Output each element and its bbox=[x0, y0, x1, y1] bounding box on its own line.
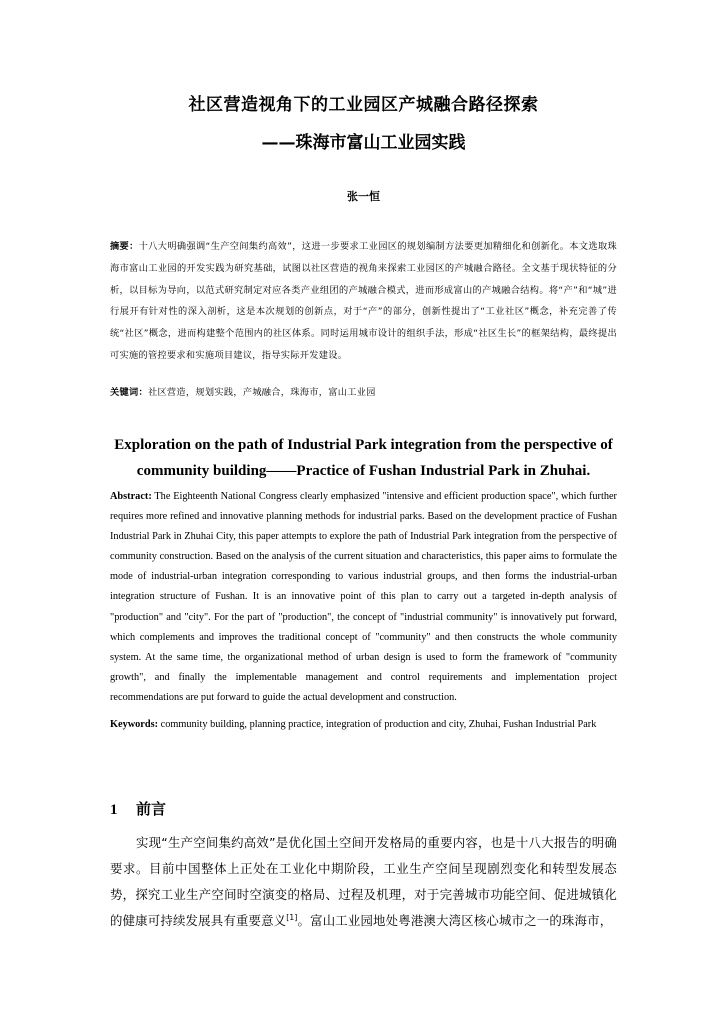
keywords-cn-text: 社区营造，规划实践，产城融合，珠海市，富山工业园 bbox=[147, 387, 376, 398]
keywords-cn bbox=[110, 383, 617, 403]
paper-page bbox=[110, 0, 617, 1024]
abstract-cn-text: 十八大明确强调“生产空间集约高效”，这进一步要求工业园区的规划编制方法要更加精细化和创新化。本文选取珠海市富山工业园的开发实践为研究基础，试图以社区营造的视角来探索工业园区的产城融合路径。全文基于现状特征的分析，以目标为导向，以范式研究制定对应各类产业组团的产城融合模式，进而形成富山的产城融合结构。将“产”和“城”进行展开有针对性的深入剖析，这是本次规划的创新点，对于“产”的部分，创新性提出了“工业社区”概念，补充完善了传统“社区”概念，进而构建整个范围内的社区体系。同时运用城市设计的组织手法，形成“社区生长”的框架结构，最终提出可实施的管控要求和实施项目建议，指导实际开发建设。 bbox=[110, 241, 617, 361]
keywords-en bbox=[110, 715, 617, 735]
abstract-cn bbox=[110, 236, 617, 367]
abstract-en-label: Abstract: bbox=[110, 491, 152, 502]
section-heading bbox=[110, 798, 617, 819]
section-body bbox=[110, 830, 617, 934]
author-name: 张一恒 bbox=[347, 190, 380, 203]
paper-title-cn: 社区营造视角下的工业园区产城融合路径探索 bbox=[188, 95, 539, 115]
body-text-1: 实现“生产空间集约高效”是优化国土空间开发格局的重要内容，也是十八大报告的明确要求。目前中国整体上正处在工业化中期阶段，工业生产空间呈现剧烈变化和转型发展态势，探究工业生产空间时空演变的格局、过程及机理，对于完善城市功能空间、促进城镇化的健康可持续发展具有重要意义 bbox=[110, 835, 617, 928]
body-text-2: 。富山工业园地处粤港澳大湾区核心城市之一的珠海市， bbox=[297, 913, 613, 928]
abstract-en bbox=[110, 487, 617, 708]
keywords-en-text: community building, planning practice, integration of production and city, Zhuhai, Fushan Industrial Park bbox=[158, 719, 597, 730]
section-title: 前言 bbox=[136, 800, 167, 818]
keywords-cn-label: 关键词： bbox=[110, 387, 148, 398]
citation-ref[interactable]: [1] bbox=[286, 912, 298, 922]
abstract-cn-label: 摘要： bbox=[110, 241, 139, 252]
section-number: 1 bbox=[110, 802, 118, 818]
abstract-en-text: The Eighteenth National Congress clearly emphasized "intensive and efficient production space", which further requires more refined and innovative planning methods for industrial parks. Based on the development practice of Fushan Industrial Park in Zhuhai City, this paper attempts to explore the path of Industrial Park integration from the perspective of community construction. Based on the analysis of the current situation and characteristics, this paper aims to formulate the mode of industrial-urban integration corresponding to various industrial groups, and then forms the industrial-urban integration structure of Fushan. It is an innovative point of this plan to carry out a targeted in-depth analysis of "production" and "city". For the part of "production", the concept of "industrial community" is innovatively put forward, which complements and improves the traditional concept of "community" and then constructs the whole community system. At the same time, the organizational method of urban design is used to form the framework of "community growth", and finally the implementable management and control requirements and implementation project recommendations are put forward to guide the actual development and construction. bbox=[110, 491, 617, 703]
paper-subtitle-cn: ——珠海市富山工业园实践 bbox=[261, 133, 466, 153]
paper-title-en: Exploration on the path of Industrial Park integration from the perspective of community building——Practice of Fushan Industrial Park in Zhuhai. bbox=[114, 437, 613, 479]
keywords-en-label: Keywords: bbox=[110, 719, 159, 730]
